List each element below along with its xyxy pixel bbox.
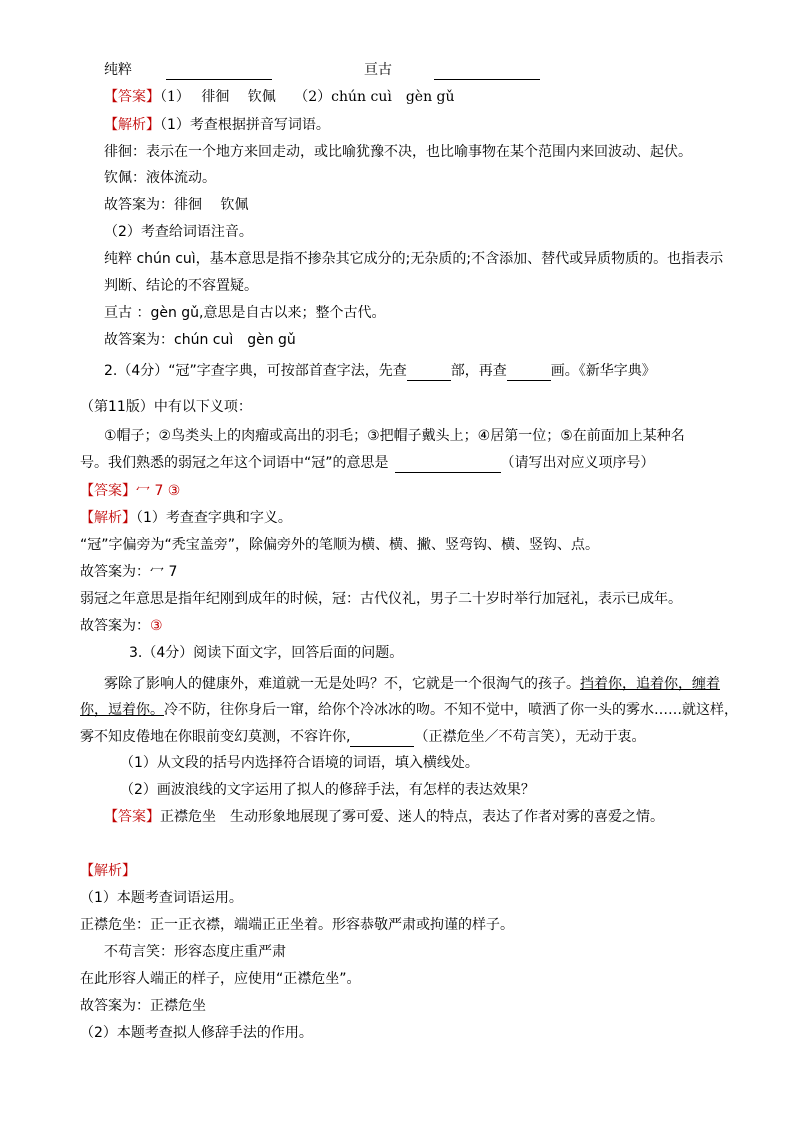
q2-conclusion-2-prefix: 故答案为： bbox=[80, 618, 150, 634]
q2-answer-text: 冖 7 ③ bbox=[136, 483, 181, 499]
q1-def-gengu: 亘古 ：gèn gǔ,意思是自古以来；整个古代。 bbox=[104, 305, 386, 321]
q1-conclusion-1: 故答案为：徘徊 钦佩 bbox=[104, 197, 249, 213]
q1-def-chuncui-cont: 判断、结论的不容置疑。 bbox=[104, 278, 258, 294]
answer-label: 【答案】 bbox=[80, 483, 136, 499]
q1-word-gengu: 亘古 bbox=[364, 62, 392, 78]
q3-passage-wavy-1: 挡着你，追着你，缠着 bbox=[580, 676, 720, 692]
q1-analysis-intro: （1）考查根据拼音写词语。 bbox=[160, 117, 330, 133]
q2-stem-part-a: 2.（4分）“冠”字查字典，可按部首查字法，先查 bbox=[104, 363, 407, 379]
q1-blank-2 bbox=[434, 63, 540, 80]
analysis-label: 【解析】 bbox=[80, 863, 136, 879]
q2-stem-part-b: 部，再查 bbox=[450, 363, 507, 379]
q2-analysis bbox=[80, 508, 292, 528]
q3-blank-word bbox=[350, 730, 414, 747]
q2-stem-part-c: 画。《新华字典》 bbox=[550, 363, 656, 379]
q1-def-qinpei: 钦佩：液体流动。 bbox=[104, 170, 216, 186]
q2-conclusion-2 bbox=[80, 616, 163, 636]
q2-explain-2: 弱冠之年意思是指年纪刚到成年的时候，冠：古代仪礼，男子二十岁时举行加冠礼，表示已成年。 bbox=[80, 591, 682, 607]
q3-def-1: 正襟危坐：正一正衣襟，端端正正坐着。形容恭敬严肃或拘谨的样子。 bbox=[80, 917, 514, 933]
q2-conclusion-2-mark: ③ bbox=[150, 618, 163, 634]
q2-answer bbox=[80, 481, 180, 501]
q1-conclusion-2: 故答案为：chún cuì gèn gǔ bbox=[104, 332, 296, 348]
q3-passage-3b: （正襟危坐／不苟言笑），无动于衷。 bbox=[414, 729, 646, 745]
q3-def-2: 不苟言笑：形容态度庄重严肃 bbox=[104, 944, 286, 960]
q2-question: 号。我们熟悉的弱冠之年这个词语中“冠”的意思是 bbox=[80, 455, 389, 471]
q2-blank-radical bbox=[407, 364, 451, 381]
q3-conclusion: 故答案为：正襟危坐 bbox=[80, 998, 206, 1014]
q3-passage-1 bbox=[104, 674, 720, 694]
q1-answer bbox=[104, 87, 455, 107]
q2-blank-strokes bbox=[507, 364, 551, 381]
analysis-label: 【解析】 bbox=[104, 117, 160, 133]
q2-options: ①帽子；②鸟类头上的肉瘤或高出的羽毛；③把帽子戴头上；④居第一位；⑤在前面加上某种名 bbox=[104, 428, 685, 444]
q2-hint: （请写出对应义项序号） bbox=[500, 455, 655, 471]
q1-part2-intro: （2）考查给词语注音。 bbox=[104, 224, 253, 240]
q1-word-chuncui: 纯粹 bbox=[104, 62, 132, 78]
q3-sub-2: （2）画波浪线的文字运用了拟人的修辞手法，有怎样的表达效果？ bbox=[120, 782, 535, 798]
answer-label: 【答案】 bbox=[104, 809, 160, 825]
analysis-label: 【解析】 bbox=[80, 510, 136, 526]
q2-options-cont bbox=[80, 453, 655, 473]
q3-analysis-1: （1）本题考查词语运用。 bbox=[80, 890, 243, 906]
q3-analysis-2: （2）本题考查拟人修辞手法的作用。 bbox=[80, 1025, 313, 1041]
q3-passage-1a: 雾除了影响人的健康外，难道就一无是处吗？不，它就是一个很淘气的孩子。 bbox=[104, 676, 580, 692]
q3-passage-2 bbox=[80, 700, 738, 720]
q3-answer-text: 正襟危坐 生动形象地展现了雾可爱、迷人的特点，表达了作者对雾的喜爱之情。 bbox=[160, 809, 664, 825]
q3-passage-2b: 冷不防，往你身后一窜，给你个冷冰冰的吻。不知不觉中，喷洒了你一头的雾水……就这样， bbox=[164, 702, 738, 718]
q3-stem: 3.（4分）阅读下面文字，回答后面的问题。 bbox=[129, 645, 404, 661]
q3-reason: 在此形容人端正的样子，应使用“正襟危坐”。 bbox=[80, 971, 361, 987]
q3-passage-3a: 雾不知皮倦地在你眼前变幻莫测，不容许你, bbox=[80, 729, 351, 745]
q1-def-chuncui: 纯粹 chún cuì，基本意思是指不掺杂其它成分的;无杂质的;不含添加、替代或异质物质的。也指表示 bbox=[104, 251, 724, 267]
q1-blank-1 bbox=[166, 63, 272, 80]
q3-passage-3 bbox=[80, 727, 645, 747]
q1-answer-text: （1） 徘徊 钦佩 （2）chún cuì gèn gǔ bbox=[160, 89, 455, 105]
q1-fill-row-2 bbox=[364, 60, 540, 80]
q3-passage-wavy-2: 你，逗着你。 bbox=[80, 702, 164, 718]
q1-fill-row bbox=[104, 60, 272, 80]
q2-stem bbox=[104, 361, 656, 381]
q2-analysis-intro: （1）考查查字典和字义。 bbox=[136, 510, 292, 526]
answer-label: 【答案】 bbox=[104, 89, 160, 105]
q2-explain-1: “冠”字偏旁为“秃宝盖旁”，除偏旁外的笔顺为横、横、撇、竖弯钩、横、竖钩、点。 bbox=[80, 537, 600, 553]
q3-analysis-label bbox=[80, 861, 136, 881]
q1-analysis bbox=[104, 115, 330, 135]
q2-conclusion-1: 故答案为：冖 7 bbox=[80, 564, 178, 580]
q2-stem-cont: （第11版）中有以下义项： bbox=[80, 399, 252, 415]
q3-sub-1: （1）从文段的括号内选择符合语境的词语，填入横线处。 bbox=[120, 755, 479, 771]
q1-def-paihuai: 徘徊：表示在一个地方来回走动，或比喻犹豫不决，也比喻事物在某个范围内来回波动、起伏。 bbox=[104, 144, 692, 160]
q2-blank-meaning bbox=[395, 456, 501, 473]
q3-answer bbox=[104, 807, 664, 827]
